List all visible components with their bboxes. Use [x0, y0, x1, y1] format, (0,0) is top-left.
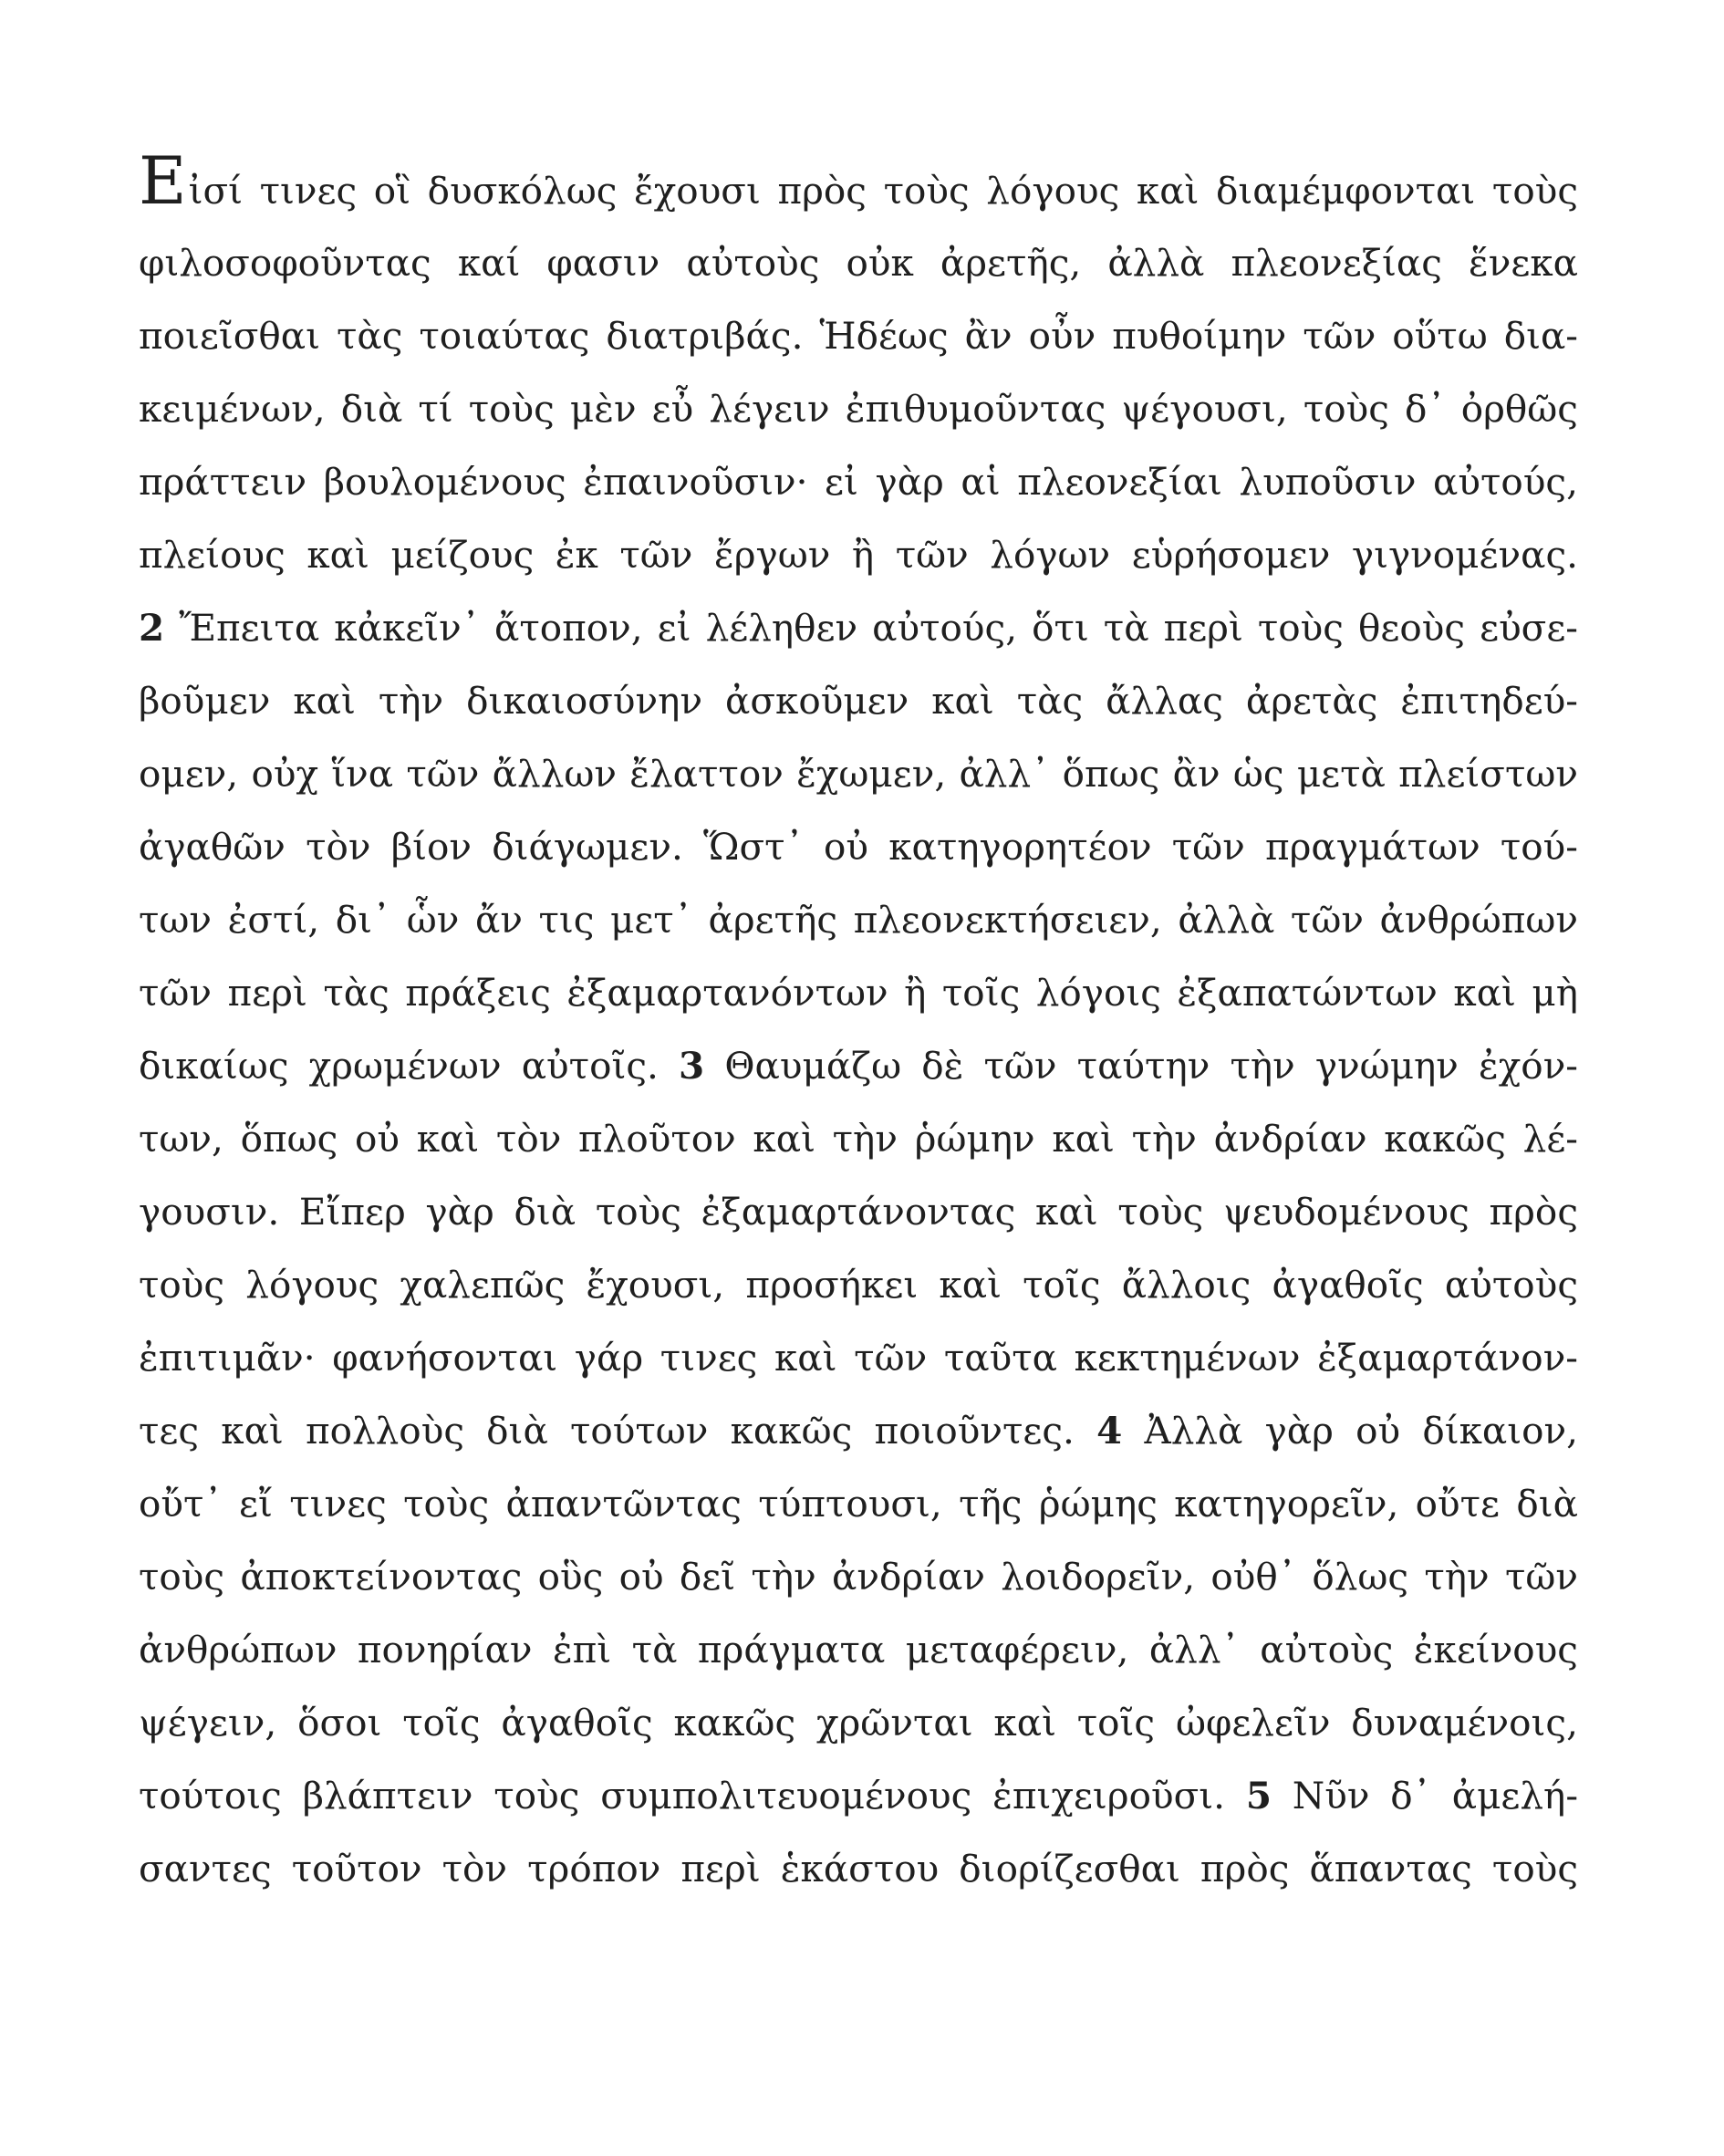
- text-line: [139, 299, 1578, 372]
- text-line: [139, 591, 1578, 664]
- text-segment: οὔτ᾽ εἴ τινες τοὺς ἀπαντῶντας τύπτουσι, τῆς ῥώμης κατηγορεῖν, οὔτε διὰ: [139, 1482, 1578, 1526]
- text-segment: τοὺς λόγους χαλεπῶς ἔχουσι, προσήκει καὶ τοῖς ἄλλοις ἀγαθοῖς αὐτοὺς: [139, 1263, 1578, 1307]
- text-line: [139, 1832, 1578, 1905]
- text-segment: ἰσί τινες οἳ δυσκόλως ἔχουσι πρὸς τοὺς λόγους καὶ διαμέμφονται τοὺς: [188, 169, 1578, 213]
- text-line: [139, 445, 1578, 518]
- text-segment: ἀγαθῶν τὸν βίον διάγωμεν. Ὥστ᾽ οὐ κατηγορητέον τῶν πραγμάτων τού-: [139, 825, 1578, 869]
- text-line: [139, 1394, 1578, 1467]
- text-segment: τούτοις βλάπτειν τοὺς συμπολιτευομένους ἐπιχειροῦσι.: [139, 1774, 1246, 1817]
- text-line: [139, 1321, 1578, 1394]
- text-segment: ἐπιτιμᾶν· φανήσονται γάρ τινες καὶ τῶν ταῦτα κεκτημένων ἐξαμαρτάνον-: [139, 1336, 1578, 1380]
- text-line: [139, 1029, 1578, 1102]
- text-segment: Ἀλλὰ γὰρ οὐ δίκαιον,: [1122, 1409, 1579, 1453]
- text-segment: τοὺς ἀποκτείνοντας οὓς οὐ δεῖ τὴν ἀνδρίαν λοιδορεῖν, οὐθ᾽ ὅλως τὴν τῶν: [139, 1555, 1578, 1599]
- text-segment: ἀνθρώπων πονηρίαν ἐπὶ τὰ πράγματα μεταφέρειν, ἀλλ᾽ αὐτοὺς ἐκείνους: [139, 1628, 1578, 1672]
- text-line: [139, 1102, 1578, 1175]
- text-segment: ομεν, οὐχ ἵνα τῶν ἄλλων ἔλαττον ἔχωμεν, ἀλλ᾽ ὅπως ἂν ὡς μετὰ πλείστων: [139, 752, 1578, 796]
- text-segment: ποιεῖσθαι τὰς τοιαύτας διατριβάς. Ἡδέως ἂν οὖν πυθοίμην τῶν οὕτω δια-: [139, 314, 1578, 358]
- text-line: [139, 883, 1578, 956]
- text-segment: των, ὅπως οὐ καὶ τὸν πλοῦτον καὶ τὴν ῥώμην καὶ τὴν ἀνδρίαν κακῶς λέ-: [139, 1117, 1578, 1161]
- text-segment: σαντες τοῦτον τὸν τρόπον περὶ ἑκάστου διορίζεσθαι πρὸς ἅπαντας τοὺς: [139, 1847, 1578, 1890]
- text-segment: πράττειν βουλομένους ἐπαινοῦσιν· εἰ γὰρ αἱ πλεονεξίαι λυποῦσιν αὐτούς,: [139, 460, 1578, 504]
- text-segment: γουσιν. Εἴπερ γὰρ διὰ τοὺς ἐξαμαρτάνοντας καὶ τοὺς ψευδομένους πρὸς: [139, 1190, 1578, 1234]
- text-segment: των ἐστί, δι᾽ ὧν ἄν τις μετ᾽ ἀρετῆς πλεονεκτήσειεν, ἀλλὰ τῶν ἀνθρώπων: [139, 898, 1578, 942]
- text-segment: κειμένων, διὰ τί τοὺς μὲν εὖ λέγειν ἐπιθυμοῦντας ψέγουσι, τοὺς δ᾽ ὀρθῶς: [139, 387, 1578, 431]
- text-line: [139, 1759, 1578, 1832]
- section-number: 2: [139, 606, 165, 650]
- text-line: [139, 1540, 1578, 1613]
- text-segment: δικαίως χρωμένων αὐτοῖς.: [139, 1044, 680, 1088]
- text-segment: Θαυμάζω δὲ τῶν ταύτην τὴν γνώμην ἐχόν-: [704, 1044, 1578, 1088]
- text-segment: βοῦμεν καὶ τὴν δικαιοσύνην ἀσκοῦμεν καὶ τὰς ἄλλας ἀρετὰς ἐπιτηδεύ-: [139, 679, 1578, 723]
- text-line: [139, 737, 1578, 810]
- text-line: [139, 1686, 1578, 1759]
- text-segment: Νῦν δ᾽ ἀμελή-: [1272, 1774, 1579, 1817]
- text-line: [139, 518, 1578, 591]
- section-number: 5: [1245, 1774, 1272, 1817]
- section-number: 4: [1096, 1409, 1123, 1453]
- section-number: 3: [679, 1044, 705, 1088]
- text-line: [139, 1248, 1578, 1321]
- text-line: [139, 1613, 1578, 1686]
- text-line: [139, 142, 1578, 226]
- text-line: [139, 372, 1578, 445]
- drop-cap: Ε: [139, 142, 187, 219]
- text-line: [139, 956, 1578, 1029]
- text-segment: τῶν περὶ τὰς πράξεις ἐξαμαρτανόντων ἢ τοῖς λόγοις ἐξαπατώντων καὶ μὴ: [139, 971, 1578, 1015]
- text-segment: πλείους καὶ μείζους ἐκ τῶν ἔργων ἢ τῶν λόγων εὑρήσομεν γιγνομένας.: [139, 533, 1578, 577]
- text-line: [139, 810, 1578, 883]
- text-segment: φιλοσοφοῦντας καί φασιν αὐτοὺς οὐκ ἀρετῆς, ἀλλὰ πλεονεξίας ἕνεκα: [139, 241, 1578, 285]
- text-segment: Ἔπειτα κἀκεῖν᾽ ἄτοπον, εἰ λέληθεν αὐτούς, ὅτι τὰ περὶ τοὺς θεοὺς εὐσε-: [164, 606, 1578, 650]
- text-line: [139, 226, 1578, 299]
- text-segment: ψέγειν, ὅσοι τοῖς ἀγαθοῖς κακῶς χρῶνται καὶ τοῖς ὠφελεῖν δυναμένοις,: [139, 1701, 1578, 1745]
- text-line: [139, 1175, 1578, 1248]
- text-segment: τες καὶ πολλοὺς διὰ τούτων κακῶς ποιοῦντες.: [139, 1409, 1097, 1453]
- text-line: [139, 664, 1578, 737]
- text-line: [139, 1467, 1578, 1540]
